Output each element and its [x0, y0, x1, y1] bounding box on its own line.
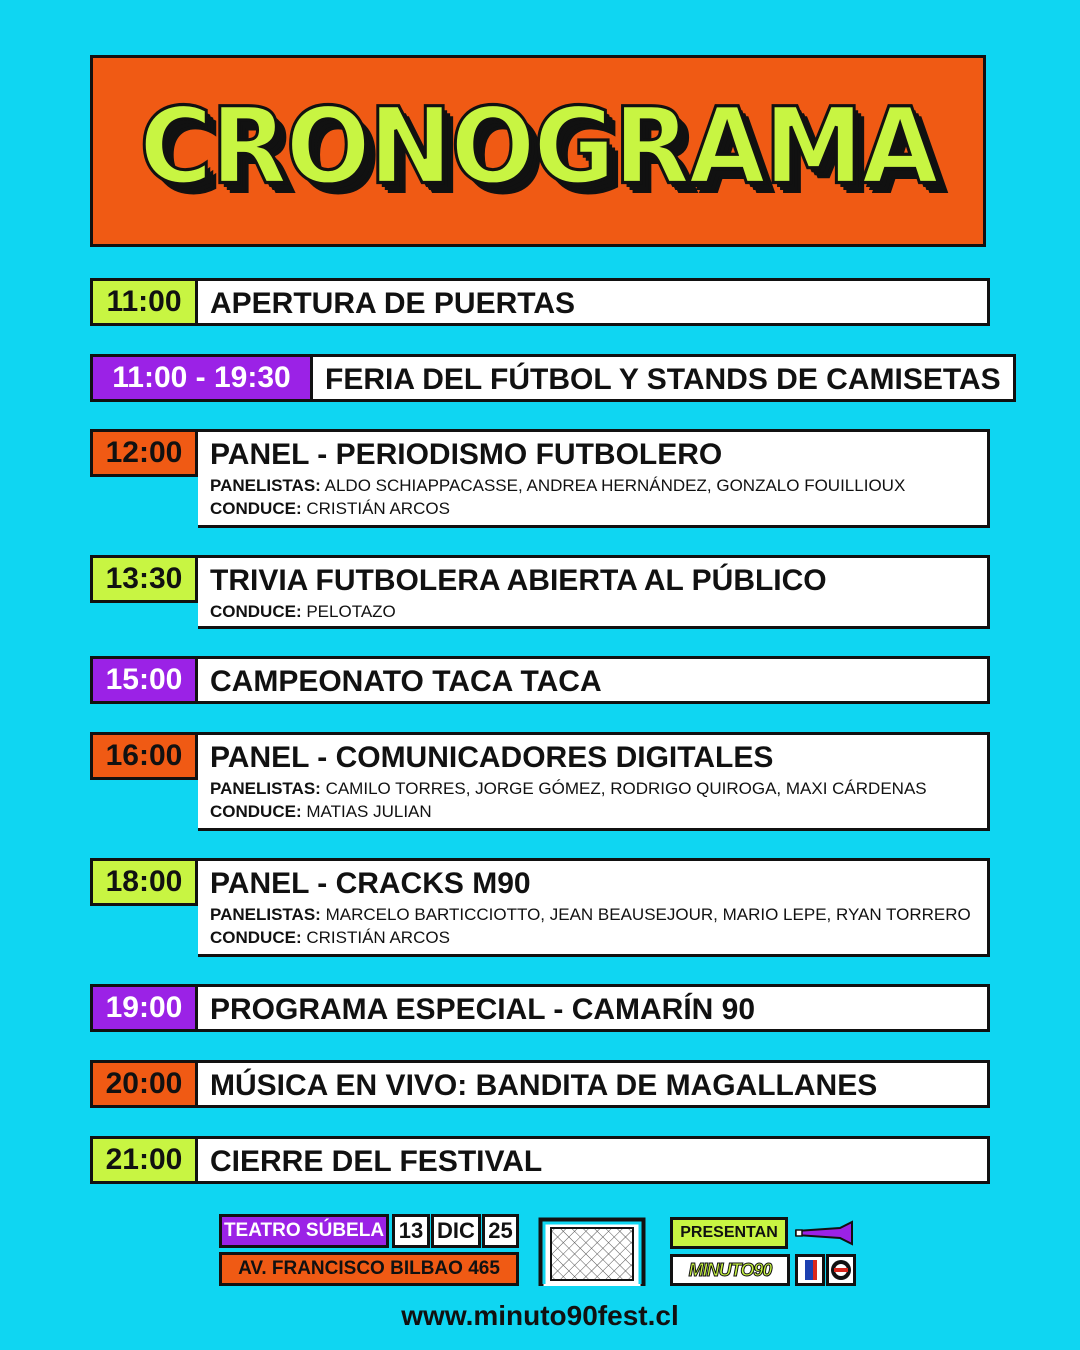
event-card	[198, 1060, 990, 1108]
sponsor-logo	[826, 1254, 856, 1286]
event-card	[198, 278, 990, 326]
event-card	[198, 858, 990, 957]
event-title: PANEL - COMUNICADORES DIGITALES	[210, 741, 774, 774]
date-month: DIC	[431, 1214, 481, 1248]
event-title: PANEL - CRACKS M90	[210, 867, 531, 900]
event-title: TRIVIA FUTBOLERA ABIERTA AL PÚBLICO	[210, 564, 827, 597]
host-line	[210, 497, 975, 520]
event-card	[198, 732, 990, 831]
host-name: MATIAS JULIAN	[306, 802, 432, 821]
panelists-label: PANELISTAS:	[210, 779, 321, 798]
goal-net-icon	[535, 1214, 649, 1288]
schedule-row	[90, 354, 1001, 402]
minuto90-logo-text: MINUTO90	[688, 1259, 772, 1280]
minuto90-logo	[670, 1254, 790, 1286]
panelists-names: CAMILO TORRES, JORGE GÓMEZ, RODRIGO QUIROGA, MAXI CÁRDENAS	[325, 779, 927, 798]
vuvuzela-icon	[794, 1220, 854, 1246]
event-time: 18:00	[90, 858, 198, 906]
venue-address: AV. FRANCISCO BILBAO 465	[219, 1252, 519, 1286]
panelists-label: PANELISTAS:	[210, 905, 321, 924]
event-title: FERIA DEL FÚTBOL Y STANDS DE CAMISETAS	[325, 363, 1001, 396]
header-banner	[90, 55, 986, 247]
event-time: 21:00	[90, 1136, 198, 1184]
sponsor-badge-icon	[798, 1257, 822, 1283]
event-time: 19:00	[90, 984, 198, 1032]
schedule-row	[90, 732, 990, 831]
panelists-line	[210, 777, 975, 800]
host-name: CRISTIÁN ARCOS	[306, 499, 450, 518]
panelists-names: ALDO SCHIAPPACASSE, ANDREA HERNÁNDEZ, GONZALO FOUILLIOUX	[324, 476, 906, 495]
panelists-line	[210, 903, 975, 926]
website-url[interactable]: www.minuto90fest.cl	[401, 1300, 679, 1331]
event-title: CIERRE DEL FESTIVAL	[210, 1145, 543, 1178]
event-time: 20:00	[90, 1060, 198, 1108]
event-time: 15:00	[90, 656, 198, 704]
host-label: CONDUCE:	[210, 499, 302, 518]
schedule-row	[90, 429, 990, 528]
host-line	[210, 800, 975, 823]
event-card	[198, 555, 990, 629]
venue-name: TEATRO SÚBELA	[219, 1214, 389, 1248]
event-time: 16:00	[90, 732, 198, 780]
event-title: CAMPEONATO TACA TACA	[210, 665, 602, 698]
sponsor-logo	[795, 1254, 825, 1286]
event-card	[198, 984, 990, 1032]
schedule-row	[90, 1060, 990, 1108]
event-title: MÚSICA EN VIVO: BANDITA DE MAGALLANES	[210, 1069, 878, 1102]
date-day: 13	[392, 1214, 430, 1248]
host-label: CONDUCE:	[210, 928, 302, 947]
event-time: 11:00 - 19:30	[90, 354, 313, 402]
host-label: CONDUCE:	[210, 602, 302, 621]
host-name: PELOTAZO	[306, 602, 396, 621]
panelists-line	[210, 474, 975, 497]
event-time: 11:00	[90, 278, 198, 326]
event-title: PROGRAMA ESPECIAL - CAMARÍN 90	[210, 993, 756, 1026]
schedule-row	[90, 555, 990, 629]
event-time: 13:30	[90, 555, 198, 603]
host-line	[210, 600, 975, 623]
host-line	[210, 926, 975, 949]
schedule-row	[90, 984, 990, 1032]
host-label: CONDUCE:	[210, 802, 302, 821]
event-card	[313, 354, 1016, 402]
schedule-row	[90, 1136, 990, 1184]
sponsor-crest-icon	[829, 1257, 853, 1283]
host-name: CRISTIÁN ARCOS	[306, 928, 450, 947]
page-title: CRONOGRAMA	[139, 84, 937, 208]
event-title: PANEL - PERIODISMO FUTBOLERO	[210, 438, 723, 471]
event-time: 12:00	[90, 429, 198, 477]
footer	[0, 1214, 1080, 1331]
schedule-row	[90, 656, 990, 704]
schedule-row	[90, 278, 990, 326]
event-card	[198, 429, 990, 528]
panelists-names: MARCELO BARTICCIOTTO, JEAN BEAUSEJOUR, MARIO LEPE, RYAN TORRERO	[325, 905, 971, 924]
date-year: 25	[482, 1214, 519, 1248]
panelists-label: PANELISTAS:	[210, 476, 321, 495]
schedule-row	[90, 858, 990, 957]
event-title: APERTURA DE PUERTAS	[210, 287, 576, 320]
event-card	[198, 656, 990, 704]
event-card	[198, 1136, 990, 1184]
presentan-label: PRESENTAN	[670, 1217, 788, 1249]
